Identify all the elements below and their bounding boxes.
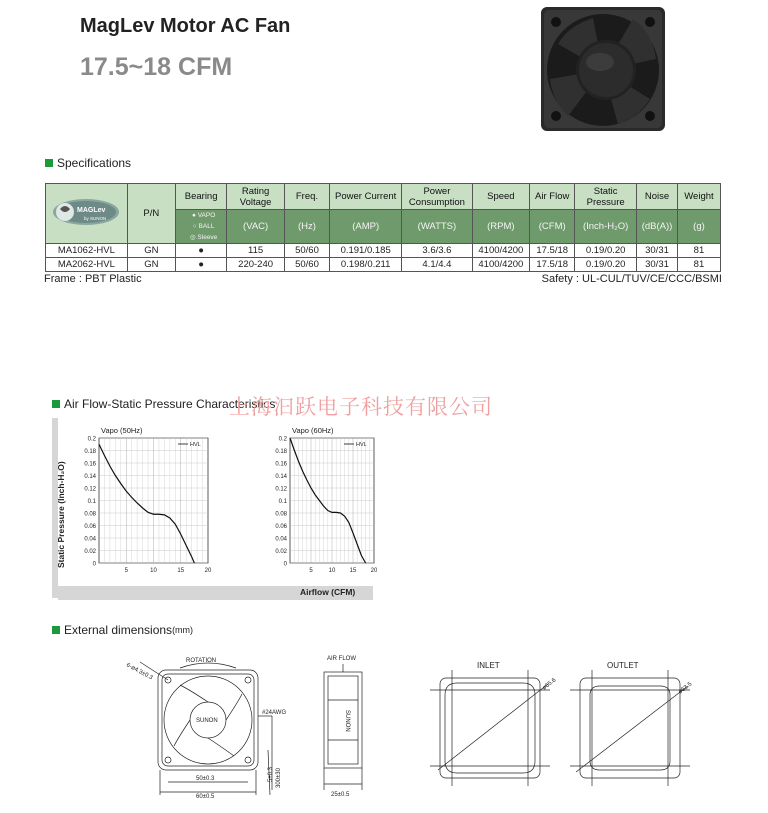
y-tick-label: 0.18 bbox=[275, 449, 287, 455]
svg-text:#24AWG: #24AWG bbox=[262, 710, 287, 716]
svg-text:ROTATION: ROTATION bbox=[186, 658, 217, 664]
bearing-options: ● VAPO ○ BALL ◎ Sleeve bbox=[175, 210, 226, 244]
outlet-view bbox=[570, 661, 694, 786]
maglev-logo bbox=[46, 184, 128, 244]
y-tick-label: 0.12 bbox=[84, 486, 96, 493]
y-tick-label: 0.16 bbox=[84, 461, 96, 468]
svg-text:INLET: INLET bbox=[477, 661, 500, 670]
col-flow: Air Flow bbox=[530, 184, 575, 210]
x-tick-label: 10 bbox=[328, 568, 336, 574]
x-tick-label: 15 bbox=[177, 568, 185, 574]
legend-label: HVL bbox=[356, 442, 367, 448]
y-tick-label: 0.16 bbox=[275, 461, 287, 468]
y-tick-label: 0.04 bbox=[275, 536, 287, 543]
front-view bbox=[125, 658, 286, 800]
frame-material: Frame : PBT Plastic bbox=[44, 273, 142, 285]
y-tick-label: 0.1 bbox=[87, 499, 96, 505]
y-tick-label: 0.08 bbox=[275, 511, 287, 518]
y-tick-label: 0.08 bbox=[84, 511, 96, 518]
y-axis-label: Static Pressure (Inch-H₂O) bbox=[56, 461, 66, 568]
dims-heading: External dimensions (mm) bbox=[52, 623, 193, 637]
chart-title: Vapo (60Hz) bbox=[292, 426, 334, 435]
x-tick-label: 5 bbox=[309, 568, 313, 574]
table-row: MA2062-HVL GN ● 220-240 50/60 0.198/0.211 4.1/4.4 4100/4200 17.5/18 0.19/0.20 30/31 81 bbox=[46, 258, 721, 272]
y-tick-label: 0 bbox=[283, 561, 287, 568]
radio-icon: ● bbox=[191, 212, 196, 219]
col-noise: Noise bbox=[637, 184, 678, 210]
section-bullet-icon bbox=[45, 159, 53, 167]
svg-text:6-ø4.3±0.3: 6-ø4.3±0.3 bbox=[125, 662, 154, 682]
y-tick-label: 0.2 bbox=[87, 436, 96, 443]
svg-text:ø63.5: ø63.5 bbox=[677, 681, 694, 696]
svg-text:50±0.3: 50±0.3 bbox=[196, 776, 215, 782]
x-tick-label: 10 bbox=[150, 568, 157, 574]
svg-text:SUNON: SUNON bbox=[196, 718, 218, 724]
fan-photo bbox=[538, 4, 668, 134]
curves-panel bbox=[52, 418, 377, 602]
maglev-logo-icon bbox=[51, 197, 121, 227]
col-power: Power Consumption bbox=[402, 184, 472, 210]
section-bullet-icon bbox=[52, 626, 60, 634]
col-voltage: Rating Voltage bbox=[227, 184, 285, 210]
table-row: MA1062-HVL GN ● 115 50/60 0.191/0.185 3.6/3.6 4100/4200 17.5/18 0.19/0.20 30/31 81 bbox=[46, 244, 721, 258]
y-tick-label: 0.14 bbox=[84, 474, 96, 480]
svg-text:SUNON: SUNON bbox=[344, 710, 350, 732]
curves-heading: Air Flow-Static Pressure Characteristics bbox=[52, 397, 275, 411]
svg-text:300±30: 300±30 bbox=[276, 768, 282, 788]
y-tick-label: 0.1 bbox=[278, 499, 287, 505]
svg-text:5±0.3: 5±0.3 bbox=[268, 767, 274, 782]
chart-title: Vapo (50Hz) bbox=[101, 426, 143, 435]
x-axis-label: Airflow (CFM) bbox=[300, 587, 356, 597]
x-tick-label: 15 bbox=[349, 568, 357, 574]
svg-text:25±0.5: 25±0.5 bbox=[331, 792, 350, 798]
y-tick-label: 0.06 bbox=[275, 524, 287, 530]
dimension-drawings bbox=[120, 650, 740, 810]
y-tick-label: 0.14 bbox=[275, 474, 287, 480]
svg-text:ø65.6: ø65.6 bbox=[541, 677, 558, 692]
product-title: MagLev Motor AC Fan bbox=[80, 15, 291, 37]
x-tick-label: 5 bbox=[124, 568, 128, 574]
y-tick-label: 0.02 bbox=[84, 549, 96, 555]
col-current: Power Current bbox=[330, 184, 402, 210]
col-pn: P/N bbox=[127, 184, 175, 244]
specifications-heading: Specifications bbox=[45, 156, 131, 170]
svg-text:OUTLET: OUTLET bbox=[607, 661, 639, 670]
safety-certs: Safety : UL-CUL/TUV/CE/CCC/BSMI bbox=[541, 273, 722, 285]
radio-icon: ◎ bbox=[189, 234, 196, 241]
y-tick-label: 0 bbox=[92, 561, 96, 568]
col-speed: Speed bbox=[472, 184, 530, 210]
y-tick-label: 0.2 bbox=[278, 436, 287, 443]
col-weight: Weight bbox=[677, 184, 720, 210]
y-tick-label: 0.04 bbox=[84, 536, 96, 543]
legend-label: HVL bbox=[190, 442, 201, 448]
svg-text:60±0.5: 60±0.5 bbox=[196, 794, 215, 800]
x-tick-label: 20 bbox=[370, 568, 377, 574]
svg-text:by SUNON: by SUNON bbox=[84, 216, 107, 221]
section-bullet-icon bbox=[52, 400, 60, 408]
col-pressure: Static Pressure bbox=[575, 184, 637, 210]
product-subtitle: 17.5~18 CFM bbox=[80, 53, 233, 81]
radio-icon: ○ bbox=[192, 223, 197, 230]
y-tick-label: 0.06 bbox=[84, 524, 96, 530]
svg-text:MAGLev: MAGLev bbox=[77, 207, 106, 214]
specifications-table: MAGLev by SUNON P/N Bearing Rating Voltage Freq. Power Current Power Consumption Speed Air Flow Static Pressure Noise Weight ● VAPO ○ BALL ◎ Sleeve (VAC) (Hz) (AMP) (WATTS) (RPM) (CFM) (Inch-H₂O) (dB(A)) (g) MA1062-HVL GN ● 115 50/60 0.191/0.185 3.6/3.6 4100/4200 17.5/18 0.19/0.20 30/31 81 MA2062-HVL GN ● 220-240 50/60 0.198/0.211 4.1/4.4 4100/4200 17.5/18 0.19/0.20 30/31 81 bbox=[45, 183, 721, 272]
x-tick-label: 20 bbox=[204, 568, 212, 574]
y-tick-label: 0.02 bbox=[275, 549, 287, 555]
svg-text:AIR FLOW: AIR FLOW bbox=[327, 656, 357, 662]
side-view bbox=[324, 656, 362, 798]
inlet-view bbox=[430, 661, 558, 786]
y-tick-label: 0.18 bbox=[84, 449, 96, 455]
y-tick-label: 0.12 bbox=[275, 486, 287, 493]
col-freq: Freq. bbox=[284, 184, 329, 210]
company-watermark: 上海汩跃电子科技有限公司 bbox=[229, 396, 493, 419]
col-bearing: Bearing bbox=[175, 184, 226, 210]
